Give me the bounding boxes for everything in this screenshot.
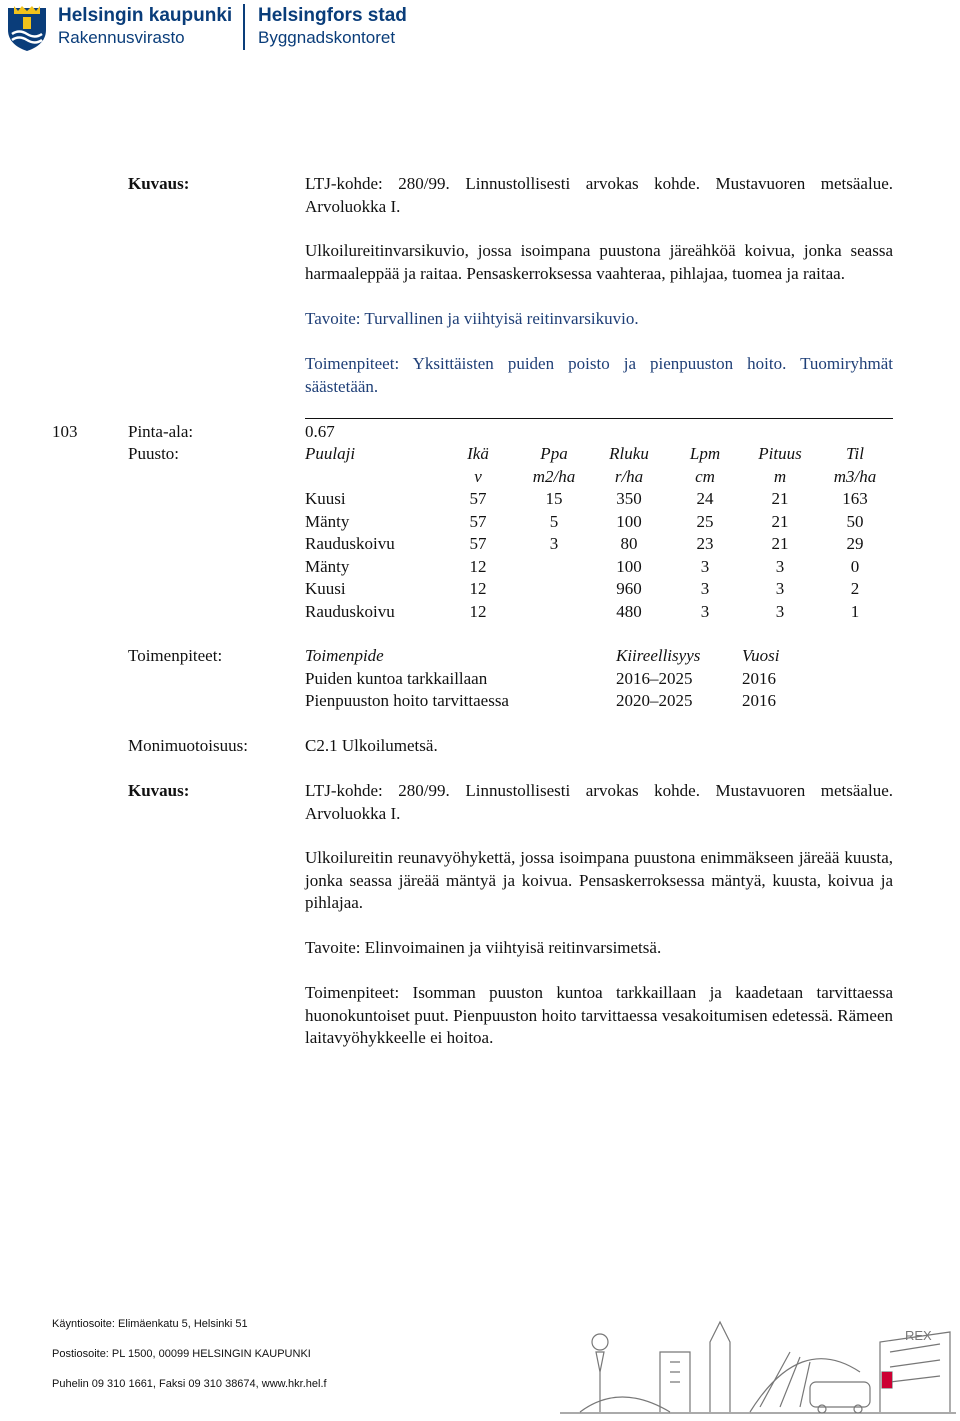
kuvaus-description: Ulkoilureitin reunavyöhykettä, jossa isoimpana puustona enimmäkseen järeää kuusta, jonka seassa järeää mäntyä ja koivua. Pensaskerroksessa mäntyä, kuusta, koivua ja pihlajaa. [305,848,893,912]
unit-lpm: cm [695,466,715,486]
cell-ppa: 3 [549,534,559,553]
cell-ppa: 5 [549,511,559,531]
col-ppa: Ppa [540,444,568,463]
table-row [305,488,905,511]
stand-separator [305,418,893,419]
area-label: Pinta-ala: [128,422,194,441]
cell-vuosi: 2016 [742,668,776,688]
stand-number: 103 [52,422,78,441]
kuvaus-label: Kuvaus: [128,781,190,800]
footer-visit-address: Käyntiosoite: Elimäenkatu 5, Helsinki 51 [52,1318,248,1330]
col-ika: Ikä [467,444,489,463]
table-row [305,511,905,534]
brand-sv-unit: Byggnadskontoret [258,28,396,47]
cell-til: 2 [850,579,860,598]
cell-ika: 12 [469,601,487,621]
footer-post-address: Postiosoite: PL 1500, 00099 HELSINGIN KAUPUNKI [52,1348,311,1360]
table-row [305,533,905,556]
col-til: Til [846,444,864,463]
cell-lpm: 24 [696,489,714,508]
cell-pituus: 3 [775,601,785,621]
brand-sv-name: Helsingfors stad [258,5,407,26]
col-pituus: Pituus [758,444,802,463]
cell-til: 50 [846,511,864,531]
toimenpiteet-text: Toimenpiteet: Isomman puuston kuntoa tarkkaillaan ja kaadetaan tarvittaessa huonokuntoiset puut. Pienpuuston hoito tarvittaessa vesakoitumisen edetessä. Rämeen laitavyöhykkeelle ei hoitoa. [305,983,893,1047]
cell-pituus: 21 [771,534,789,553]
cell-toimenpide: Puiden kuntoa tarkkaillaan [305,668,488,688]
unit-ppa: m2/ha [532,466,576,486]
table-row [305,668,905,691]
cell-lpm: 25 [696,511,714,531]
unit-rluku: r/ha [614,466,644,486]
cell-laji: Kuusi [305,579,346,598]
monimuotoisuus-value: C2.1 Ulkoilumetsä. [305,736,438,755]
prev-kuvaus-label: Kuvaus: [128,174,190,193]
cell-kiireellisyys: 2016–2025 [616,668,693,688]
cell-ika: 57 [469,534,487,553]
cell-laji: Mänty [305,556,350,576]
cell-rluku: 480 [616,601,642,621]
cell-kiireellisyys: 2020–2025 [616,691,693,710]
header-divider [243,4,245,50]
col-kiireellisyys: Kiireellisyys [616,646,701,665]
cell-ika: 57 [469,489,487,508]
col-rluku: Rluku [609,444,649,463]
helsinki-crest-icon [6,4,48,57]
unit-pituus: m [773,466,787,486]
cell-til: 0 [850,556,860,576]
prev-kuvaus-description: Ulkoilureitinvarsikuvio, jossa isoimpana puustona järeähköä koivua, jonka seassa harmaaleppää ja raitaa. Pensaskerroksessa vaahteraa, pihlajaa, tuomea ja raitaa. [305,241,893,283]
cell-pituus: 21 [771,489,789,508]
cell-lpm: 3 [700,579,710,598]
cell-laji: Mänty [305,511,350,531]
cell-laji: Rauduskoivu [305,534,395,553]
prev-kuvaus-ltj: LTJ-kohde: 280/99. Linnustollisesti arvokas kohde. Mustavuoren metsäalue. Arvoluokka I. [305,174,893,216]
cell-rluku: 960 [616,579,642,598]
brand-fi-name: Helsingin kaupunki [58,5,233,26]
action-table-header [305,645,905,668]
col-lpm: Lpm [689,444,721,463]
cell-lpm: 23 [696,534,714,553]
cell-ika: 57 [469,511,487,531]
cell-toimenpide: Pienpuuston hoito tarvittaessa [305,691,509,710]
tree-table [305,443,905,623]
toimenpiteet-label: Toimenpiteet: [128,646,223,665]
cell-lpm: 3 [700,601,710,621]
table-row [305,690,905,713]
area-value: 0.67 [305,422,335,441]
cell-pituus: 3 [775,556,785,576]
cell-rluku: 350 [616,489,642,508]
cell-laji: Rauduskoivu [305,601,395,621]
cell-til: 163 [842,489,868,508]
cell-til: 1 [850,601,860,621]
action-table [305,645,905,715]
cell-pituus: 21 [771,511,789,531]
col-vuosi: Vuosi [742,646,780,665]
table-row [305,578,905,601]
cell-ika: 12 [469,579,487,598]
prev-tavoite: Tavoite: Turvallinen ja viihtyisä reitinvarsikuvio. [305,309,639,328]
svg-text:REX: REX [905,1328,932,1343]
col-puulaji: Puulaji [305,444,356,463]
cell-til: 29 [846,534,864,553]
city-illustration-icon [560,1312,956,1421]
tavoite: Tavoite: Elinvoimainen ja viihtyisä reitinvarsimetsä. [305,938,662,957]
unit-ika: v [474,466,482,486]
tree-table-header-1 [305,443,905,466]
brand-swedish [258,5,407,49]
table-row [305,556,905,579]
cell-vuosi: 2016 [742,691,776,710]
brand-fi-unit: Rakennusvirasto [58,28,185,47]
cell-pituus: 3 [775,579,785,598]
cell-rluku: 100 [616,556,642,576]
cell-laji: Kuusi [305,489,346,508]
prev-toimenpiteet: Toimenpiteet: Yksittäisten puiden poisto ja pienpuuston hoito. Tuomiryhmät säästetään. [305,354,893,396]
kuvaus-ltj: LTJ-kohde: 280/99. Linnustollisesti arvokas kohde. Mustavuoren metsäalue. Arvoluokka I. [305,781,893,823]
footer-contact: Puhelin 09 310 1661, Faksi 09 310 38674, www.hkr.hel.f [52,1378,327,1390]
cell-rluku: 100 [616,511,642,531]
cell-lpm: 3 [700,556,710,576]
page-header [0,0,960,56]
unit-til: m3/ha [833,466,877,486]
puusto-label: Puusto: [128,444,180,463]
cell-rluku: 80 [620,534,638,553]
brand-finnish [58,5,232,49]
cell-ppa: 15 [545,489,563,508]
tree-table-header-2 [305,466,905,489]
col-toimenpide: Toimenpide [305,646,384,665]
cell-ika: 12 [469,556,487,576]
table-row [305,601,905,624]
monimuotoisuus-label: Monimuotoisuus: [128,736,248,755]
